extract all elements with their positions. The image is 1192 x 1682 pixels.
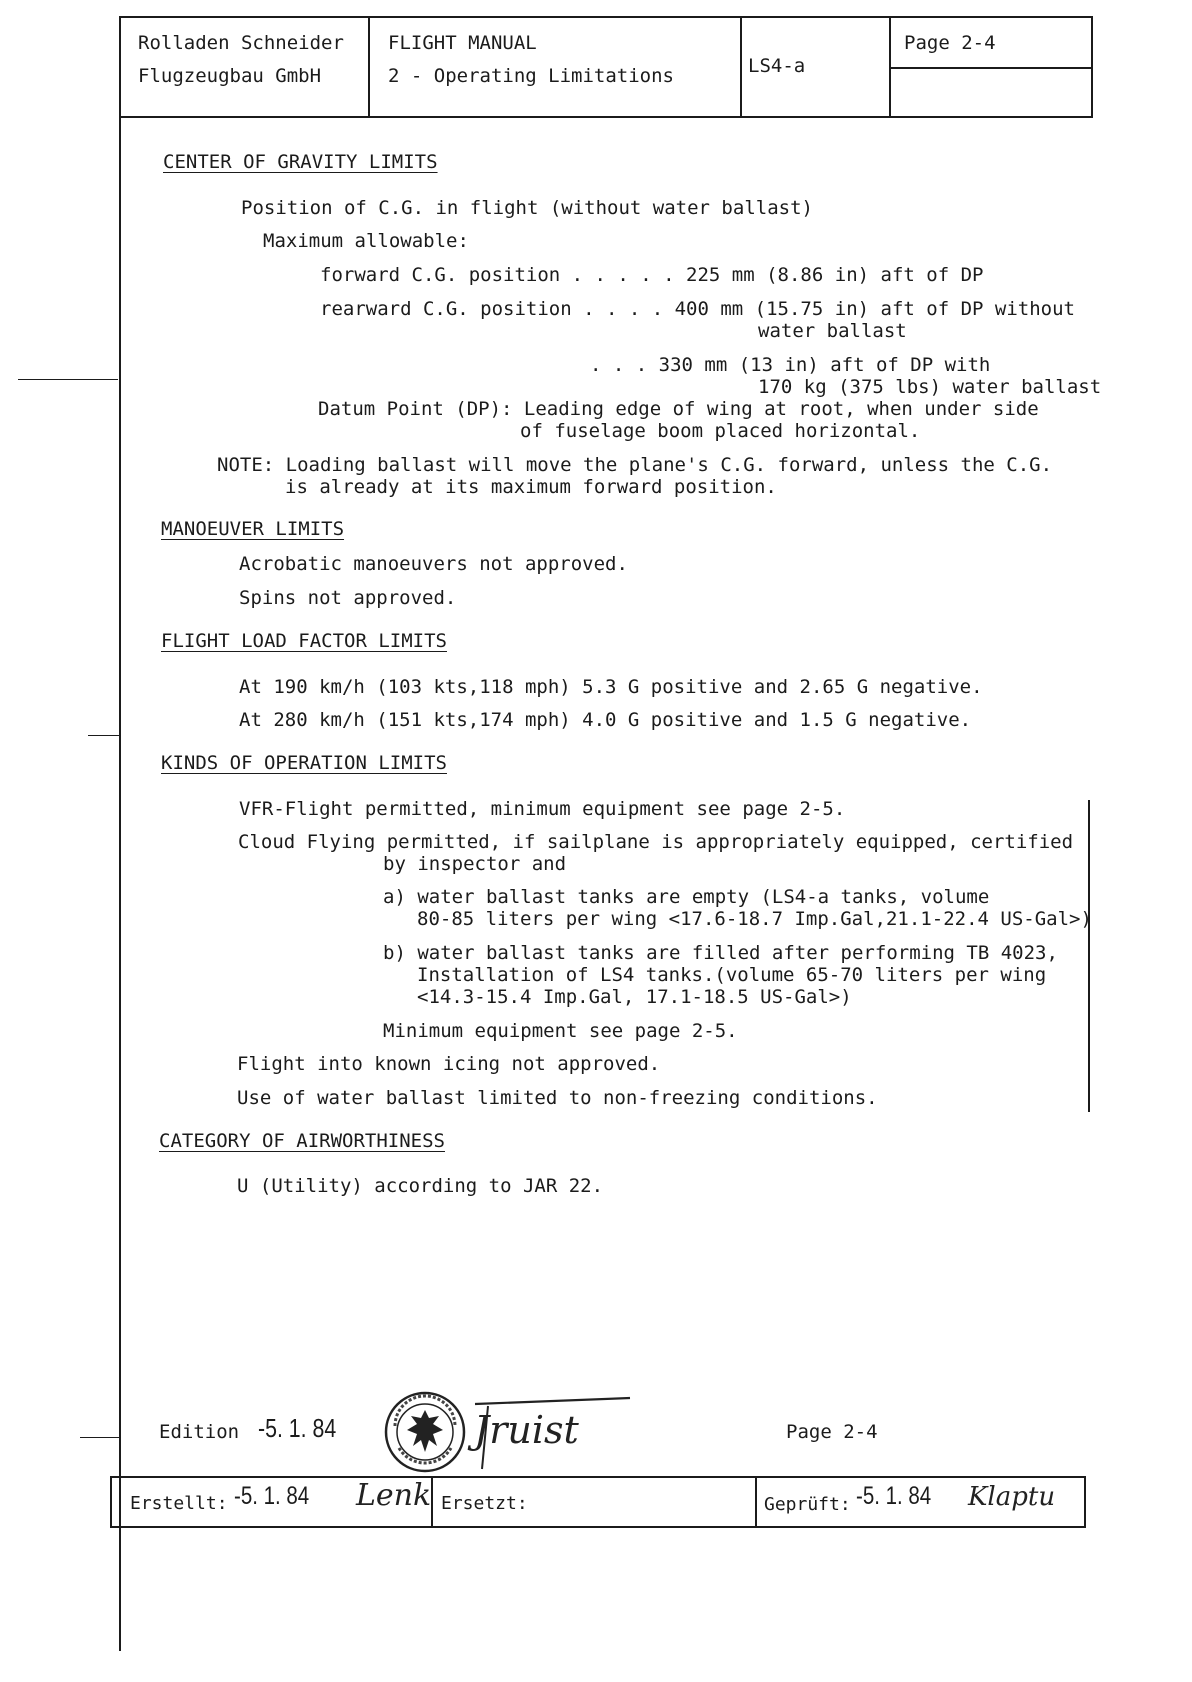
- geprueft-date: -5. 1. 84: [856, 1482, 932, 1510]
- load-line-1: At 190 km/h (103 kts,118 mph) 5.3 G positive and 2.65 G negative.: [239, 676, 983, 698]
- kinds-a-2: 80-85 liters per wing <17.6-18.7 Imp.Gal,21.1-22.4 US-Gal>): [417, 908, 1092, 930]
- manoeuver-heading: MANOEUVER LIMITS: [161, 518, 345, 540]
- cg-rearward-2: water ballast: [758, 320, 907, 342]
- erstellt-signature: Lenk: [356, 1478, 432, 1513]
- header-page-number: Page 2-4: [904, 32, 996, 54]
- kinds-a-1: a) water ballast tanks are empty (LS4-a tanks, volume: [383, 886, 990, 908]
- kinds-vfr: VFR-Flight permitted, minimum equipment see page 2-5.: [239, 798, 846, 820]
- kinds-b-2: Installation of LS4 tanks.(volume 65-70 liters per wing: [417, 964, 1047, 986]
- kinds-min-equipment: Minimum equipment see page 2-5.: [383, 1020, 738, 1042]
- kinds-b-3: <14.3-15.4 Imp.Gal, 17.1-18.5 US-Gal>): [417, 986, 852, 1008]
- cg-note-2: is already at its maximum forward position.: [285, 476, 777, 498]
- cg-note-1: NOTE: Loading ballast will move the plane's C.G. forward, unless the C.G.: [217, 454, 1053, 476]
- header-top-line: [119, 16, 1093, 18]
- official-seal-icon: [383, 1390, 467, 1474]
- edition-date: -5. 1. 84: [258, 1413, 337, 1443]
- manoeuver-line-2: Spins not approved.: [239, 587, 457, 609]
- company-line-1: Rolladen Schneider: [138, 32, 344, 54]
- erstellt-label: Erstellt:: [130, 1493, 228, 1514]
- kinds-b-1: b) water ballast tanks are filled after performing TB 4023,: [383, 942, 1058, 964]
- footer-divider-1: [431, 1476, 433, 1528]
- footer-page-number: Page 2-4: [786, 1421, 878, 1443]
- kinds-water: Use of water ballast limited to non-freezing conditions.: [237, 1087, 878, 1109]
- category-heading: CATEGORY OF AIRWORTHINESS: [159, 1130, 445, 1152]
- cg-rearward-1: rearward C.G. position . . . . 400 mm (15.75 in) aft of DP without: [320, 298, 1075, 320]
- manual-title: FLIGHT MANUAL: [388, 32, 537, 54]
- header-page-divider: [889, 67, 1093, 69]
- change-bar: [1088, 800, 1090, 1112]
- kinds-heading: KINDS OF OPERATION LIMITS: [161, 752, 447, 774]
- model-label: LS4-a: [748, 55, 806, 77]
- cg-datum-1: Datum Point (DP): Leading edge of wing at root, when under side: [318, 398, 1039, 420]
- manoeuver-line-1: Acrobatic manoeuvers not approved.: [239, 553, 628, 575]
- edition-label: Edition: [159, 1421, 240, 1443]
- edition-signature: [470, 1394, 635, 1478]
- margin-mark: [80, 1437, 119, 1438]
- header-divider-1: [368, 16, 370, 118]
- erstellt-date: -5. 1. 84: [234, 1482, 310, 1510]
- geprueft-signature: Klaptu: [968, 1482, 1056, 1512]
- company-line-2: Flugzeugbau GmbH: [138, 65, 322, 87]
- cg-heading: CENTER OF GRAVITY LIMITS: [163, 151, 438, 173]
- cg-datum-2: of fuselage boom placed horizontal.: [520, 420, 921, 442]
- ersetzt-label: Ersetzt:: [441, 1493, 528, 1514]
- header-divider-2: [740, 16, 742, 118]
- margin-mark: [88, 735, 119, 736]
- cg-forward: forward C.G. position . . . . . 225 mm (8.86 in) aft of DP: [320, 264, 984, 286]
- header-bottom-line: [119, 116, 1093, 118]
- kinds-icing: Flight into known icing not approved.: [237, 1053, 661, 1075]
- cg-position-line: Position of C.G. in flight (without water ballast): [241, 197, 813, 219]
- left-border: [119, 16, 121, 1651]
- kinds-cloud-2: by inspector and: [383, 853, 567, 875]
- edition-signature-text: Jruist: [474, 1408, 579, 1452]
- geprueft-label: Geprüft:: [764, 1494, 851, 1515]
- margin-mark: [18, 379, 118, 380]
- cg-ballast-2: 170 kg (375 lbs) water ballast: [758, 376, 1102, 398]
- category-line-1: U (Utility) according to JAR 22.: [237, 1175, 604, 1197]
- load-heading: FLIGHT LOAD FACTOR LIMITS: [161, 630, 447, 652]
- cg-ballast-1: . . . 330 mm (13 in) aft of DP with: [590, 354, 991, 376]
- kinds-cloud-1: Cloud Flying permitted, if sailplane is appropriately equipped, certified: [238, 831, 1074, 853]
- load-line-2: At 280 km/h (151 kts,174 mph) 4.0 G positive and 1.5 G negative.: [239, 709, 972, 731]
- cg-max-allowable: Maximum allowable:: [263, 230, 469, 252]
- footer-divider-2: [755, 1476, 757, 1528]
- chapter-title: 2 - Operating Limitations: [388, 65, 674, 87]
